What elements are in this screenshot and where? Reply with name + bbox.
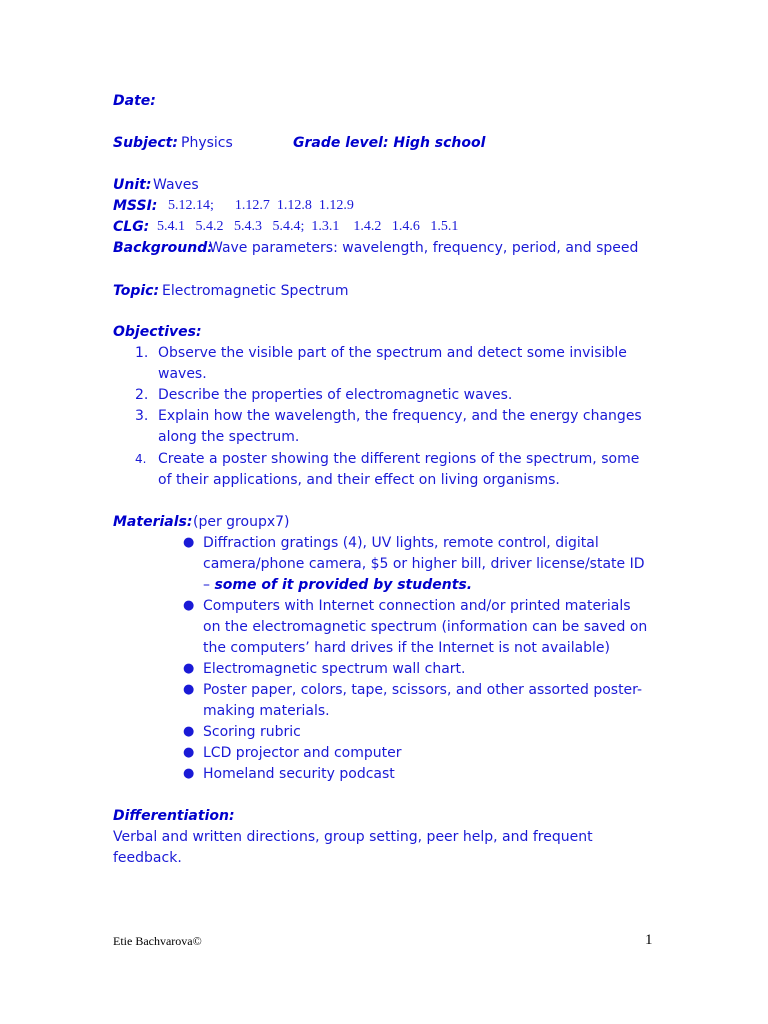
bullet-icon: ● <box>183 598 195 613</box>
material-2-line-2: on the electromagnetic spectrum (information can be saved on <box>203 619 648 635</box>
material-1-line-2: camera/phone camera, $5 or higher bill, driver license/state ID <box>203 556 645 572</box>
objectives-label: Objectives: <box>113 324 202 340</box>
bullet-icon: ● <box>183 745 195 760</box>
objective-1-line-1: Observe the visible part of the spectrum and detect some invisible <box>158 345 627 361</box>
differentiation-line-2: feedback. <box>113 850 182 866</box>
material-1-dash: – <box>203 577 215 593</box>
material-1-emphasis: some of it provided by students. <box>214 577 473 593</box>
page-number: 1 <box>645 932 653 948</box>
subject-value: Physics <box>181 135 233 151</box>
date-label: Date: <box>113 93 156 109</box>
objective-2-line-1: Describe the properties of electromagnetic waves. <box>158 387 513 403</box>
objective-number-4: 4. <box>135 452 147 466</box>
material-1-line-3 <box>203 575 472 595</box>
unit-value: Waves <box>153 177 199 193</box>
material-2-line-1: Computers with Internet connection and/or printed materials <box>203 598 631 614</box>
grade-level: Grade level: High school <box>293 135 486 151</box>
material-2-line-3: the computers’ hard drives if the Internet is not available) <box>203 640 611 656</box>
bullet-icon: ● <box>183 724 195 739</box>
background-value: Wave parameters: wavelength, frequency, period, and speed <box>209 240 639 256</box>
objective-number-2: 2. <box>135 387 149 403</box>
objective-number-1: 1. <box>135 345 149 361</box>
mssi-value: 5.12.14; 1.12.7 1.12.8 1.12.9 <box>168 198 354 213</box>
material-1-line-1: Diffraction gratings (4), UV lights, remote control, digital <box>203 535 599 551</box>
clg-label: CLG: <box>113 219 150 235</box>
mssi-label: MSSI: <box>113 198 158 214</box>
objective-3-line-1: Explain how the wavelength, the frequency, and the energy changes <box>158 408 642 424</box>
material-4-line-2: making materials. <box>203 703 330 719</box>
objective-1-line-2: waves. <box>158 366 207 382</box>
material-3-line-1: Electromagnetic spectrum wall chart. <box>203 661 466 677</box>
material-6-line-1: LCD projector and computer <box>203 745 402 761</box>
material-4-line-1: Poster paper, colors, tape, scissors, and other assorted poster- <box>203 682 643 698</box>
objective-4-line-1: Create a poster showing the different regions of the spectrum, some <box>158 451 640 467</box>
topic-value: Electromagnetic Spectrum <box>162 283 349 299</box>
bullet-icon: ● <box>183 766 195 781</box>
material-5-line-1: Scoring rubric <box>203 724 301 740</box>
footer-author: Etie Bachvarova© <box>113 934 202 948</box>
materials-note: (per groupx7) <box>193 514 290 530</box>
material-7-line-1: Homeland security podcast <box>203 766 395 782</box>
objective-4-line-2: of their applications, and their effect on living organisms. <box>158 472 560 488</box>
bullet-icon: ● <box>183 682 195 697</box>
topic-label: Topic: <box>113 283 160 299</box>
objective-number-3: 3. <box>135 408 149 424</box>
unit-label: Unit: <box>113 177 152 193</box>
clg-value: 5.4.1 5.4.2 5.4.3 5.4.4; 1.3.1 1.4.2 1.4.6 1.5.1 <box>157 219 459 234</box>
differentiation-label: Differentiation: <box>113 808 235 824</box>
bullet-icon: ● <box>183 661 195 676</box>
background-label: Background: <box>113 240 213 256</box>
objective-3-line-2: along the spectrum. <box>158 429 300 445</box>
materials-label: Materials: <box>113 514 193 530</box>
bullet-icon: ● <box>183 535 195 550</box>
subject-label: Subject: <box>113 135 178 151</box>
differentiation-line-1: Verbal and written directions, group setting, peer help, and frequent <box>113 829 593 845</box>
